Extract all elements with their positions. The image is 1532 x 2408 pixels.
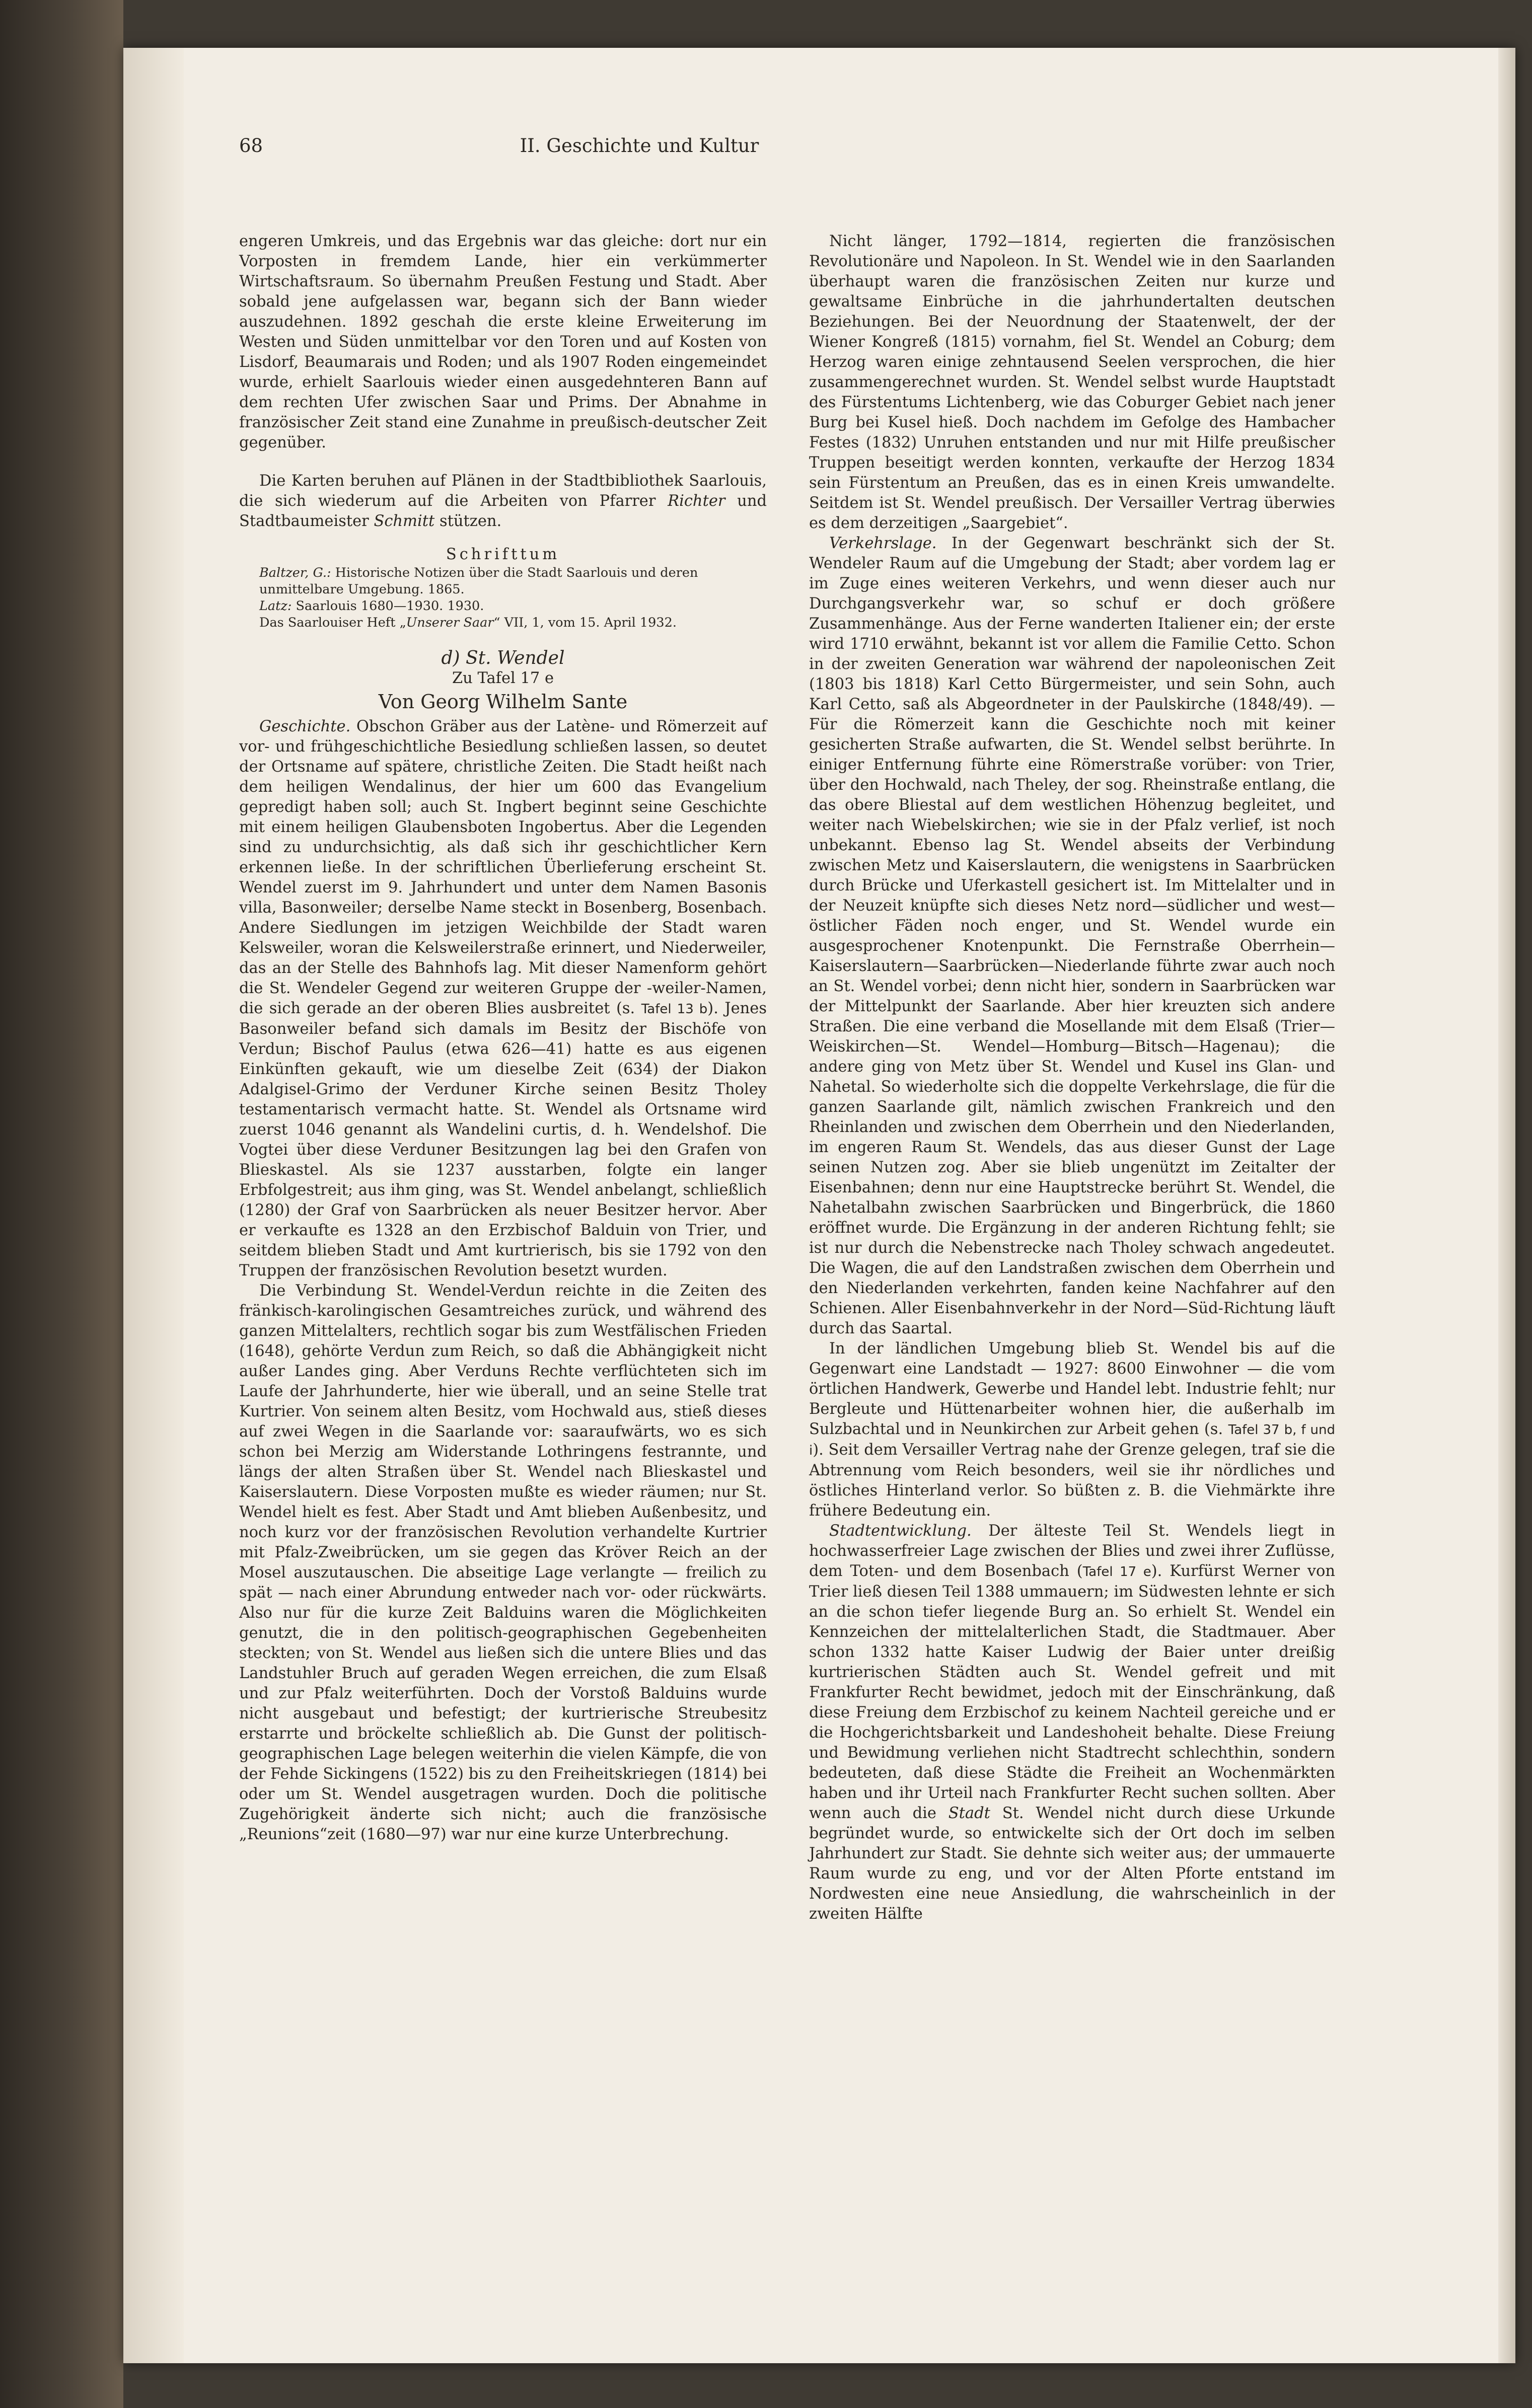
plate-ref-inline: Tafel 37 b, f und i xyxy=(809,1422,1335,1458)
paragraph-saarlouis-bann: engeren Umkreis, und das Ergebnis war das gleiche: dort nur ein Vorposten in fremdem Lande, hier ein verkümmerter Wirtschaftsraum. So übernahm Preußen Festung und Stadt. Aber sobald jene aufgelassen war, begann sich der Bann wieder auszudehnen. 1892 geschah die erste kleine Erweiterung im Westen und Süden unmittelbar vor den Toren und auf Kosten von Lisdorf, Beaumarais und Roden; und als 1907 Roden eingemeindet wurde, erhielt Saarlouis wieder einen ausgedehnteren Bann auf dem rechten Ufer zwischen Saar und Prims. Der Abnahme in französischer Zeit stand eine Zunahme in preußisch-deutscher Zeit gegenüber. xyxy=(239,233,767,452)
paragraph-verdun: Die Verbindung St. Wendel-Verdun reichte in die Zeiten des fränkisch-karolingischen Gesamtreiches zurück, und während des ganzen Mittelalters, rechtlich sogar bis zum Westfälischen Frieden (1648), gehörte Verdun zum Reich, so daß die Abhängigkeit nicht außer Landes ging. Aber Verduns Rechte verflüchteten sich im Laufe der Jahrhunderte, hier wie überall, und an seine Stelle trat Kurtrier. Von seinem alten Besitz, vom Hochwald aus, stieß dieses auf zwei Wegen in die Saarlande vor: saaraufwärts, wo es sich schon bei Merzig am Widerstande Lothringens festrannte, und längs der alten Straßen über St. Wendel nach Blieskastel und Kaiserslautern. Diese Vorposten mußte es wieder räumen; nur St. Wendel hielt es fest. Aber Stadt und Amt blieben Außenbesitz, und noch kurz vor der französischen Revolution verhandelte Kurtrier mit Pfalz-Zweibrücken, um sie gegen das Kröver Reich an der Mosel auszutauschen. Die abseitige Lage verlangte — freilich zu spät — nach einer Abrundung entweder nach vor- oder rückwärts. Also nur für die kurze Zeit Balduins waren die Möglichkeiten genutzt, die in den politisch-geographischen Gegebenheiten steckten; von St. Wendel aus ließen sich die untere Blies und das Landstuhler Bruch auf geraden Wegen erreichen, die zum Elsaß und zur Pfalz weiterführten. Doch der Vorstoß Balduins wurde nicht ausgebaut und befestigt; der kurtrierische Streubesitz erstarrte und bröckelte schließlich ab. Die Gunst der politisch-geographischen Lage belegen weiterhin die vielen Kämpfe, die von der Fehde Sickingens (1522) bis zu den Freiheitskriegen (1814) bei oder um St. Wendel ausgetragen wurden. Doch die politische Zugehörigkeit änderte sich nicht; auch die französische „Reunions“zeit (1680—97) war nur eine kurze Unterbrechung. xyxy=(239,1282,767,1843)
section-title: d) St. Wendel xyxy=(441,648,565,668)
running-title: II. Geschichte und Kultur xyxy=(520,135,759,157)
plate-reference: Zu Tafel 17 e xyxy=(452,669,554,687)
plate-ref-inline: Tafel 13 b xyxy=(641,1002,708,1017)
right-column xyxy=(809,232,1335,1924)
page-edge xyxy=(1498,48,1515,2363)
bibliography-entry: Baltzer, G.: Historische Notizen über die Stadt Saarlouis und deren unmittelbare Umgebung. 1865. xyxy=(259,565,698,597)
paragraph-verkehrslage: Verkehrslage. In der Gegenwart beschränkt sich der St. Wendeler Raum auf die Umgebung der Stadt; aber vordem lag er im Zuge eines weiteren Verkehrs, und wenn dieser auch nur Durchgangsverkehr war, so schuf er doch größere Zusammenhänge. Aus der Ferne wanderten Italiener ein; der erste wird 1710 erwähnt, bekannt ist vor allem die Familie Cetto. Schon in der zweiten Generation war während der napoleonischen Zeit (1803 bis 1818) Karl Cetto Bürgermeister, und sein Sohn, auch Karl Cetto, saß als Abgeordneter in der Paulskirche (1848/49). — Für die Römerzeit kann die Geschichte noch mit keiner gesicherten Straße aufwarten, die St. Wendel selbst berührte. In einiger Entfernung führte eine Römerstraße vorüber: von Trier, über den Hochwald, nach Theley, der sog. Rheinstraße entlang, die das obere Bliestal auf dem westlichen Höhenzug begleitet, und weiter nach Wiebelskirchen; wie sie in der Pfalz verlief, ist noch unbekannt. Ebenso lag St. Wendel abseits der Verbindung zwischen Metz und Kaiserslautern, die wenigstens in Saarbrücken durch Brücke und Uferkastell gesichert ist. Im Mittelalter und in der Neuzeit knüpfte sich dieses Netz nord—südlicher und west—östlicher Fäden noch enger, und St. Wendel wurde ein ausgesprochener Knotenpunkt. Die Fernstraße Oberrhein—Kaiserslautern—Saarbrücken—Niederlande führte zwar auch noch an St. Wendel vorbei; denn nicht hier, sondern in Saarbrücken war der Mittelpunkt der Saarlande. Aber hier kreuzten sich andere Straßen. Die eine verband die Mosellande mit dem Elsaß (Trier—Weiskirchen—St. Wendel—Homburg—Bitsch—Hagenau); die andere ging von Metz über St. Wendel und Kusel ins Glan- und Nahetal. So wiederholte sich die doppelte Verkehrslage, die für die ganzen Saarlande gilt, nämlich zwischen Frankreich und den Rheinlanden und zwischen dem Oberrhein und den Niederlanden, im engeren Raum St. Wendels, das aus dieser Gunst der Lage seinen Nutzen zog. Aber sie blieb ungenützt im Zeitalter der Eisenbahnen; denn nur eine Hauptstrecke berührt St. Wendel, die Nahetalbahn zwischen Saarbrücken und Bingerbrück, die 1860 eröffnet wurde. Die Ergänzung in der anderen Richtung fehlt; sie ist nur durch die Nebenstrecke nach Tholey schwach angedeutet. Die Wagen, die auf den Landstraßen zwischen dem Oberrhein und den Niederlanden verkehrten, fanden keine Nachfahrer auf den Schienen. Aller Eisenbahnverkehr in der Nord—Süd-Richtung läuft durch das Saartal. xyxy=(809,535,1335,1337)
bibliography-entry: Latz: Saarlouis 1680—1930. 1930. xyxy=(259,598,484,614)
book-spine xyxy=(0,0,123,2408)
paragraph-geschichte: Geschichte. Obschon Gräber aus der Latène- und Römerzeit auf vor- und frühgeschichtliche Besiedlung schließen lassen, so deutet der Ortsname auf spätere, christliche Zeiten. Die Stadt heißt nach dem heiligen Wendalinus, der hier um 600 das Evangelium gepredigt haben soll; auch St. Ingbert beginnt seine Geschichte mit einem heiligen Glaubensboten Ingobertus. Aber die Legenden sind zu undurchsichtig, als daß sich ihr geschichtlicher Kern erkennen ließe. In der schriftlichen Überlieferung erscheint St. Wendel zuerst im 9. Jahrhundert und unter dem Namen Basonis villa, Basonweiler; derselbe Name steckt in Bosenberg, Bosenbach. Andere Siedlungen im jetzigen Weichbilde der Stadt waren Kelsweiler, woran die Kelsweilerstraße erinnert, und Niederweiler, das an der Stelle des Bahnhofs lag. Mit dieser Namenform gehört die St. Wendeler Gegend zur weiteren Gruppe der -weiler-Namen, die sich gerade an der oberen Blies ausbreitet (s. Tafel 13 b). Jenes Basonweiler befand sich damals im Besitz der Bischöfe von Verdun; Bischof Paulus (etwa 626—41) hatte es aus eigenen Einkünften gekauft, wie um dieselbe Zeit (634) der Diakon Adalgisel-Grimo der Verduner Kirche seinen Besitz Tholey testamentarisch vermacht hatte. St. Wendel als Ortsname wird zuerst 1046 genannt als Wandelini curtis, d. h. Wendelshof. Die Vogtei über diese Verduner Besitzungen lag bei den Grafen von Blieskastel. Als sie 1237 ausstarben, folgte ein langer Erbfolgestreit; aus ihm ging, was St. Wendel anbelangt, schließlich (1280) der Graf von Saarbrücken als neuer Besitzer hervor. Aber er verkaufte es 1328 an den Erzbischof Balduin von Trier, und seitdem blieben Stadt und Amt kurtrierisch, bis sie 1792 von den Truppen der französischen Revolution besetzt wurden. xyxy=(239,718,767,1280)
plate-ref-inline: Tafel 17 e xyxy=(1082,1564,1151,1579)
paragraph-karten: Die Karten beruhen auf Plänen in der Stadtbibliothek Saarlouis, die sich wiederum auf die Arbeiten von Pfarrer Richter und Stadtbaumeister Schmitt stützen. xyxy=(239,472,767,530)
name-richter: Richter xyxy=(668,492,725,510)
paragraph-umgebung: In der ländlichen Umgebung blieb St. Wendel bis auf die Gegenwart eine Landstadt — 1927: 8600 Einwohner — die vom örtlichen Handwerk, Gewerbe und Handel lebt. Industrie fehlt; nur Bergleute und Hüttenarbeiter wohnen hier, die außerhalb im Sulzbachtal und in Neunkirchen zur Arbeit gehen (s. Tafel 37 b, f und i). Seit dem Versailler Vertrag nahe der Grenze gelegen, traf sie die Abtrennung vom Reich besonders, weil sie ihr nördliches und östliches Hinterland verlor. So büßten z. B. die Viehmärkte ihre frühere Bedeutung ein. xyxy=(809,1340,1335,1520)
left-column xyxy=(239,232,767,1845)
paragraph-stadtentwicklung: Stadtentwicklung. Der älteste Teil St. Wendels liegt in hochwasserfreier Lage zwischen der Blies und zwei ihrer Zuflüsse, dem Toten- und dem Bosenbach (Tafel 17 e). Kurfürst Werner von Trier ließ diesen Teil 1388 ummauern; im Südwesten lehnte er sich an die schon tiefer liegende Burg an. So erhielt St. Wendel ein Kennzeichen der mittelalterlichen Stadt, die Stadtmauer. Aber schon 1332 hatte Kaiser Ludwig der Baier unter dreißig kurtrierischen Städten auch St. Wendel gefreit und mit Frankfurter Recht bewidmet, jedoch mit der Einschränkung, daß diese Freiung dem Erzbischof zu keinem Nachteil gereiche und er die Hochgerichtsbarkeit und Landeshoheit behalte. Diese Freiung und Bewidmung verliehen nicht Stadtrecht schlechthin, sondern bedeuteten, daß diese Städte die Freiheit an Wochenmärkten haben und ihr Urteil nach Frankfurter Recht suchen sollten. Aber wenn auch die Stadt St. Wendel nicht durch diese Urkunde begründet wurde, so entwickelte sich der Ort doch im selben Jahrhundert zur Stadt. Sie dehnte sich weiter aus; der ummauerte Raum wurde zu eng, und vor der Alten Pforte entstand im Nordwesten eine neue Ansiedlung, die wahrscheinlich in der zweiten Hälfte xyxy=(809,1522,1335,1923)
author-line: Von Georg Wilhelm Sante xyxy=(378,691,628,713)
bibliography-entry: Das Saarlouiser Heft „Unserer Saar“ VII, 1, vom 15. April 1932. xyxy=(259,615,677,630)
paragraph-franzoesische-zeit: Nicht länger, 1792—1814, regierten die französischen Revolutionäre und Napoleon. In St. Wendel wie in den Saarlanden überhaupt waren die französischen Zeiten nur kurze und gewaltsame Einbrüche in die jahrhundertalten deutschen Beziehungen. Bei der Neuordnung der Staatenwelt, der der Wiener Kongreß (1815) vornahm, fiel St. Wendel an Coburg; dem Herzog waren einige zehntausend Seelen versprochen, die hier zusammengerechnet wurden. St. Wendel selbst wurde Hauptstadt des Fürstentums Lichtenberg, wie das Coburger Gebiet nach jener Burg bei Kusel hieß. Doch nachdem im Gefolge des Hambacher Festes (1832) Unruhen entstanden und nur mit Hilfe preußischer Truppen beseitigt werden konnten, verkaufte der Herzog 1834 sein Fürstentum an Preußen, das es in einen Kreis umwandelte. Seitdem ist St. Wendel preußisch. Der Versailler Vertrag überwies es dem derzeitigen „Saargebiet“. xyxy=(809,233,1335,532)
paragraph-label: Geschichte. xyxy=(259,718,351,735)
paragraph-label: Stadtentwicklung. xyxy=(829,1522,972,1540)
name-schmitt: Schmitt xyxy=(374,512,435,530)
page-gutter xyxy=(123,48,184,2363)
page-number: 68 xyxy=(239,135,263,157)
paragraph-label: Verkehrslage. xyxy=(829,535,937,552)
bibliography-heading: Schrifttum xyxy=(446,546,560,563)
